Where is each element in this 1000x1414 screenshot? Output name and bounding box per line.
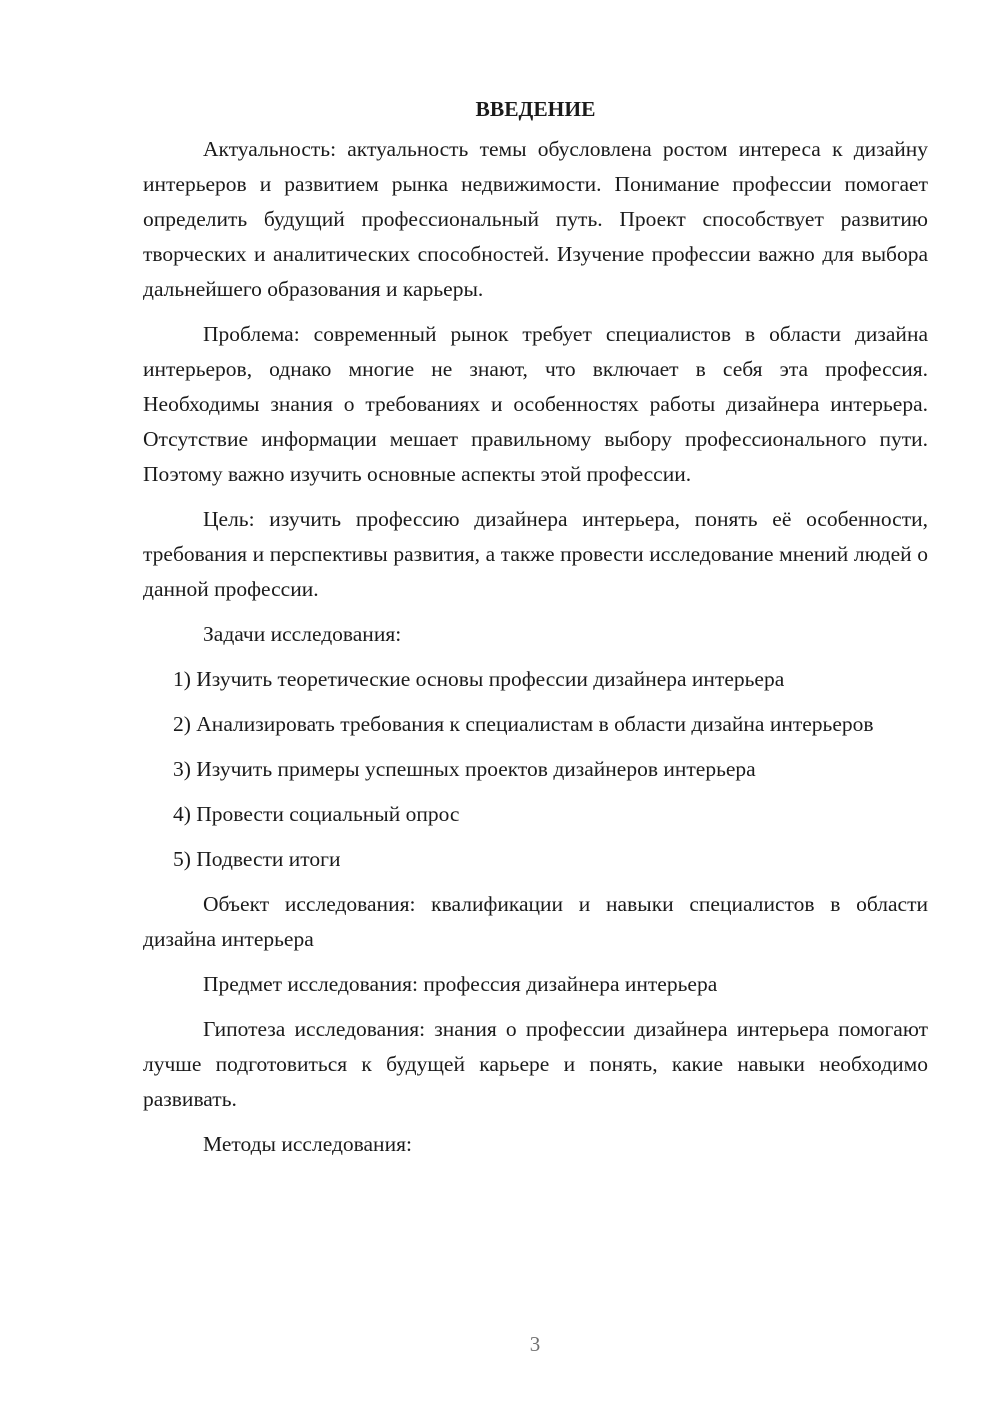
tasks-heading: Задачи исследования:	[203, 622, 402, 646]
section-title: ВВЕДЕНИЕ	[475, 97, 596, 121]
paragraph-object: Объект исследования: квалификации и навыки специалистов в области дизайна интерьера	[143, 892, 928, 951]
page-number: 3	[529, 1332, 541, 1356]
task-item-4: 4) Провести социальный опрос	[173, 802, 460, 826]
task-item-5: 5) Подвести итоги	[173, 847, 341, 871]
task-item-2: 2) Анализировать требования к специалистам в области дизайна интерьеров	[173, 712, 874, 736]
document-page	[143, 92, 928, 1162]
methods-heading: Методы исследования:	[203, 1132, 412, 1156]
paragraph-hypothesis: Гипотеза исследования: знания о профессии дизайнера интерьера помогают лучше подготовиться к будущей карьере и понять, какие навыки необходимо развивать.	[143, 1017, 928, 1111]
paragraph-subject: Предмет исследования: профессия дизайнера интерьера	[203, 972, 718, 996]
paragraph-relevance: Актуальность: актуальность темы обусловлена ростом интереса к дизайну интерьеров и развитием рынка недвижимости. Понимание профессии помогает определить будущий профессиональный путь. Проект способствует развитию творческих и аналитических способностей. Изучение профессии важно для выбора дальнейшего образования и карьеры.	[143, 137, 928, 301]
task-item-1: 1) Изучить теоретические основы профессии дизайнера интерьера	[173, 667, 785, 691]
paragraph-problem: Проблема: современный рынок требует специалистов в области дизайна интерьеров, однако многие не знают, что включает в себя эта профессия. Необходимы знания о требованиях и особенностях работы дизайнера интерьера. Отсутствие информации мешает правильному выбору профессионального пути. Поэтому важно изучить основные аспекты этой профессии.	[143, 322, 928, 486]
task-item-3: 3) Изучить примеры успешных проектов дизайнеров интерьера	[173, 757, 756, 781]
paragraph-goal: Цель: изучить профессию дизайнера интерьера, понять её особенности, требования и перспективы развития, а также провести исследование мнений людей о данной профессии.	[143, 507, 928, 601]
